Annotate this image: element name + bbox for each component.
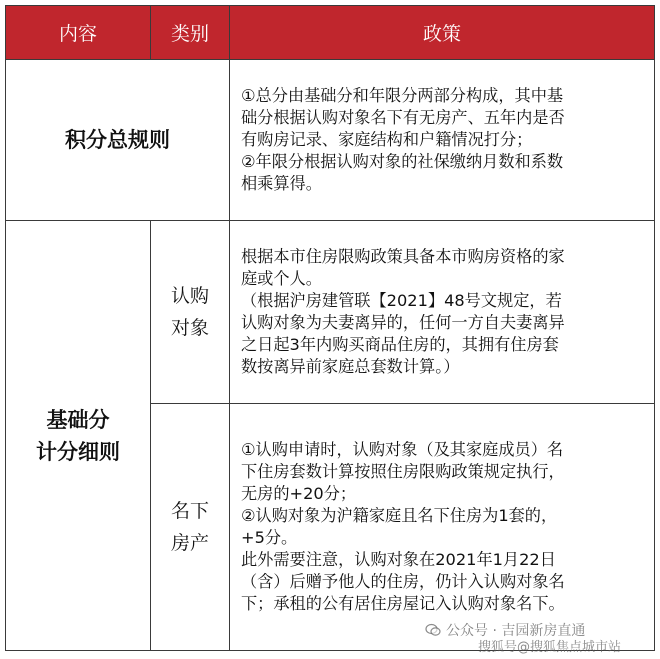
header-policy: 政策 bbox=[230, 6, 655, 60]
policy-line: 此外需要注意，认购对象在2021年1月22日 bbox=[241, 550, 556, 569]
subcategory-purchaser bbox=[151, 221, 230, 404]
policy-cell bbox=[230, 221, 655, 404]
policy-line: 根据本市住房限购政策具备本市购房资格的家 bbox=[241, 247, 565, 266]
policy-line: （含）后赠予他人的住房，仍计入认购对象名 bbox=[241, 572, 565, 591]
policy-line: 数按离异前家庭总套数计算。） bbox=[241, 357, 460, 376]
category-label: 积分总规则 bbox=[65, 128, 170, 152]
subcategory-label: 名下 房产 bbox=[170, 500, 209, 554]
policy-line: 有购房记录、家庭结构和户籍情况打分； bbox=[241, 130, 533, 149]
subcategory-property bbox=[151, 404, 230, 651]
header-content: 内容 bbox=[6, 6, 151, 60]
policy-cell bbox=[230, 60, 655, 221]
category-base-score bbox=[6, 221, 151, 651]
policy-line: 无房的+20分； bbox=[241, 484, 357, 503]
header-category: 类别 bbox=[151, 6, 230, 60]
policy-line: 础分根据认购对象名下有无房产、五年内是否 bbox=[241, 108, 565, 127]
policy-line: ②年限分根据认购对象的社保缴纳月数和系数 bbox=[241, 152, 564, 171]
table-row-total-rules bbox=[6, 60, 655, 221]
policy-line: +5分。 bbox=[241, 528, 298, 547]
category-total-rules bbox=[6, 60, 230, 221]
policy-line: （根据沪房建管联【2021】48号文规定，若 bbox=[241, 291, 562, 310]
header-row bbox=[6, 6, 655, 60]
category-label: 基础分 计分细则 bbox=[36, 407, 120, 464]
watermark-secondary bbox=[478, 636, 621, 655]
policy-line: ②认购对象为沪籍家庭且名下住房为1套的， bbox=[241, 506, 558, 525]
policy-line: 之日起3年内购买商品住房的，其拥有住房套 bbox=[241, 335, 559, 354]
subcategory-label: 认购 对象 bbox=[170, 285, 209, 339]
policy-cell bbox=[230, 404, 655, 651]
policy-line: ①总分由基础分和年限分两部分构成，其中基 bbox=[241, 86, 564, 105]
policy-line: 下住房套数计算按照住房限购政策规定执行， bbox=[241, 462, 565, 481]
policy-line: 下；承租的公有居住房屋记入认购对象名下。 bbox=[241, 594, 565, 613]
table-row-purchaser bbox=[6, 221, 655, 404]
watermark-text: 搜狐号@搜狐焦点城市站 bbox=[478, 640, 622, 655]
policy-table bbox=[5, 5, 655, 651]
policy-line: ①认购申请时，认购对象（及其家庭成员）名 bbox=[241, 440, 564, 459]
wechat-icon bbox=[425, 622, 441, 638]
policy-line: 认购对象为夫妻离异的，任何一方自夫妻离异 bbox=[241, 313, 565, 332]
policy-line: 相乘算得。 bbox=[241, 174, 322, 193]
policy-line: 庭或个人。 bbox=[241, 269, 322, 288]
watermark-text: 公众号 · 吉园新房直通 bbox=[446, 623, 586, 639]
